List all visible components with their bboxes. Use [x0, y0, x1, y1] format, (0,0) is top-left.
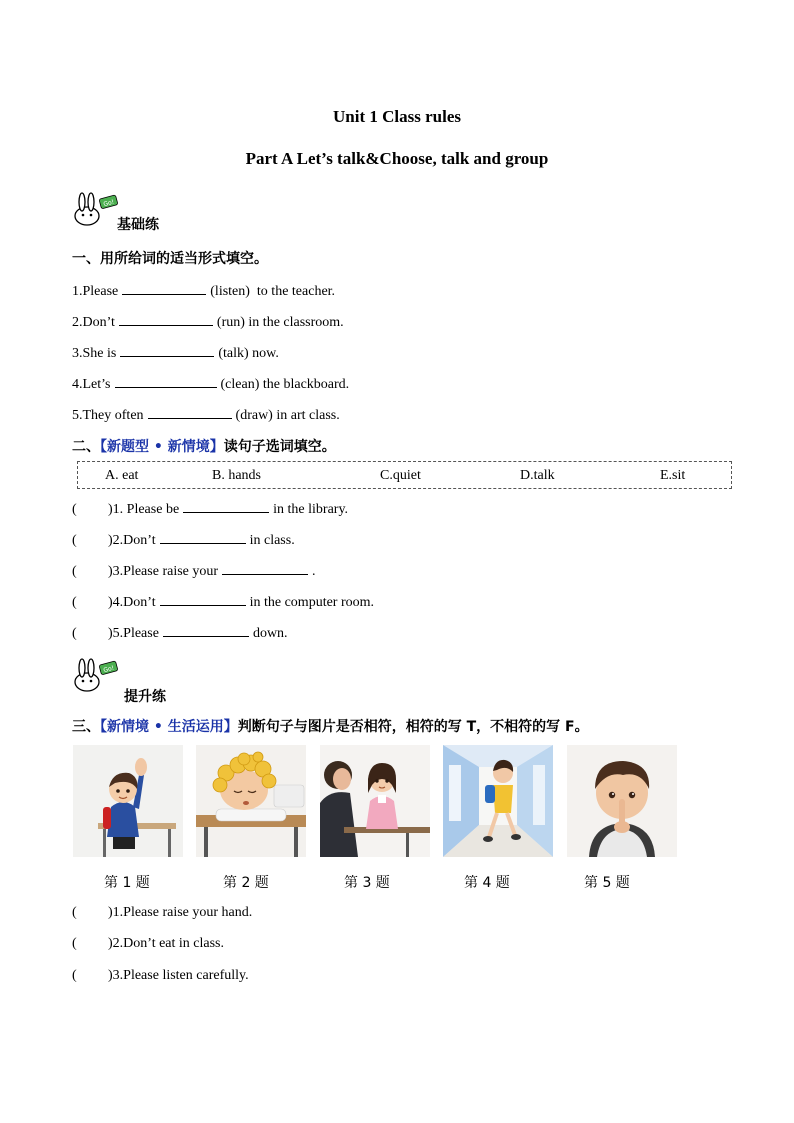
answer-blank[interactable] — [115, 375, 217, 388]
s2-item-5: ( )5.Please down. — [72, 626, 288, 641]
section1-heading: 一、用所给词的适当形式填空。 — [72, 251, 268, 267]
word-option: B. hands — [212, 468, 261, 483]
picture-boy-raising-hand — [73, 745, 183, 857]
answer-paren[interactable]: ( — [72, 564, 77, 579]
answer-paren[interactable]: ( — [72, 502, 77, 517]
rabbit-icon — [72, 192, 120, 228]
answer-blank[interactable] — [160, 593, 246, 606]
answer-blank[interactable] — [160, 531, 246, 544]
s2-item-1: ( )1. Please be in the library. — [72, 502, 349, 517]
s3-item-3: ( )3.Please listen carefully. — [72, 968, 249, 983]
answer-paren[interactable]: ( — [72, 595, 77, 610]
answer-paren[interactable]: ( — [72, 936, 77, 951]
picture-girl-running — [443, 745, 553, 857]
section2-tag: 【新题型 • 新情境】 — [100, 439, 224, 455]
answer-blank[interactable] — [148, 406, 232, 419]
word-option: C.quiet — [380, 468, 421, 483]
word-option: D.talk — [520, 468, 555, 483]
picture-caption-5: 第 5 题 — [584, 875, 630, 891]
answer-blank[interactable] — [183, 500, 269, 513]
picture-boy-sleeping — [196, 745, 306, 857]
answer-blank[interactable] — [163, 624, 249, 637]
picture-caption-3: 第 3 题 — [344, 875, 390, 891]
svg-text:Go!: Go! — [102, 198, 115, 209]
word-option: A. eat — [105, 468, 139, 483]
s3-item-1: ( )1.Please raise your hand. — [72, 905, 253, 920]
s2-item-4: ( )4.Don’t in the computer room. — [72, 595, 375, 610]
section3-heading: 三、【新情境 • 生活运用】判断句子与图片是否相符，相符的写 T，不相符的写 F。 — [72, 719, 589, 735]
answer-paren[interactable]: ( — [72, 626, 77, 641]
answer-blank[interactable] — [122, 282, 206, 295]
answer-paren[interactable]: ( — [72, 905, 77, 920]
answer-paren[interactable]: ( — [72, 533, 77, 548]
s1-item-4: 4.Let’s (clean) the blackboard. — [72, 377, 350, 392]
word-bank — [77, 461, 732, 489]
s2-item-3: ( )3.Please raise your . — [72, 564, 316, 579]
s1-item-5: 5.They often (draw) in art class. — [72, 408, 340, 423]
section2-heading: 二、【新题型 • 新情境】读句子选词填空。 — [72, 439, 336, 455]
rabbit-icon — [72, 658, 120, 694]
page-subtitle: Part A Let’s talk&Choose, talk and group — [245, 149, 549, 168]
s1-item-3: 3.She is (talk) now. — [72, 346, 279, 361]
answer-blank[interactable] — [119, 313, 213, 326]
picture-caption-4: 第 4 题 — [464, 875, 510, 891]
picture-caption-1: 第 1 题 — [104, 875, 150, 891]
word-option: E.sit — [660, 468, 686, 483]
answer-blank[interactable] — [222, 562, 308, 575]
answer-paren[interactable]: ( — [72, 968, 77, 983]
level-basic-label: 基础练 — [117, 217, 159, 233]
picture-girl-listening — [320, 745, 430, 857]
section3-tag: 【新情境 • 生活运用】 — [100, 719, 238, 735]
s1-item-2: 2.Don’t (run) in the classroom. — [72, 315, 344, 330]
s1-item-1: 1.Please (listen) to the teacher. — [72, 284, 336, 299]
svg-text:Go!: Go! — [102, 664, 115, 675]
page-title: Unit 1 Class rules — [333, 107, 461, 126]
answer-blank[interactable] — [120, 344, 214, 357]
picture-caption-2: 第 2 题 — [223, 875, 269, 891]
level-advanced-label: 提升练 — [124, 689, 166, 705]
s3-item-2: ( )2.Don’t eat in class. — [72, 936, 225, 951]
s2-item-2: ( )2.Don’t in class. — [72, 533, 295, 548]
picture-boy-quiet — [567, 745, 677, 857]
